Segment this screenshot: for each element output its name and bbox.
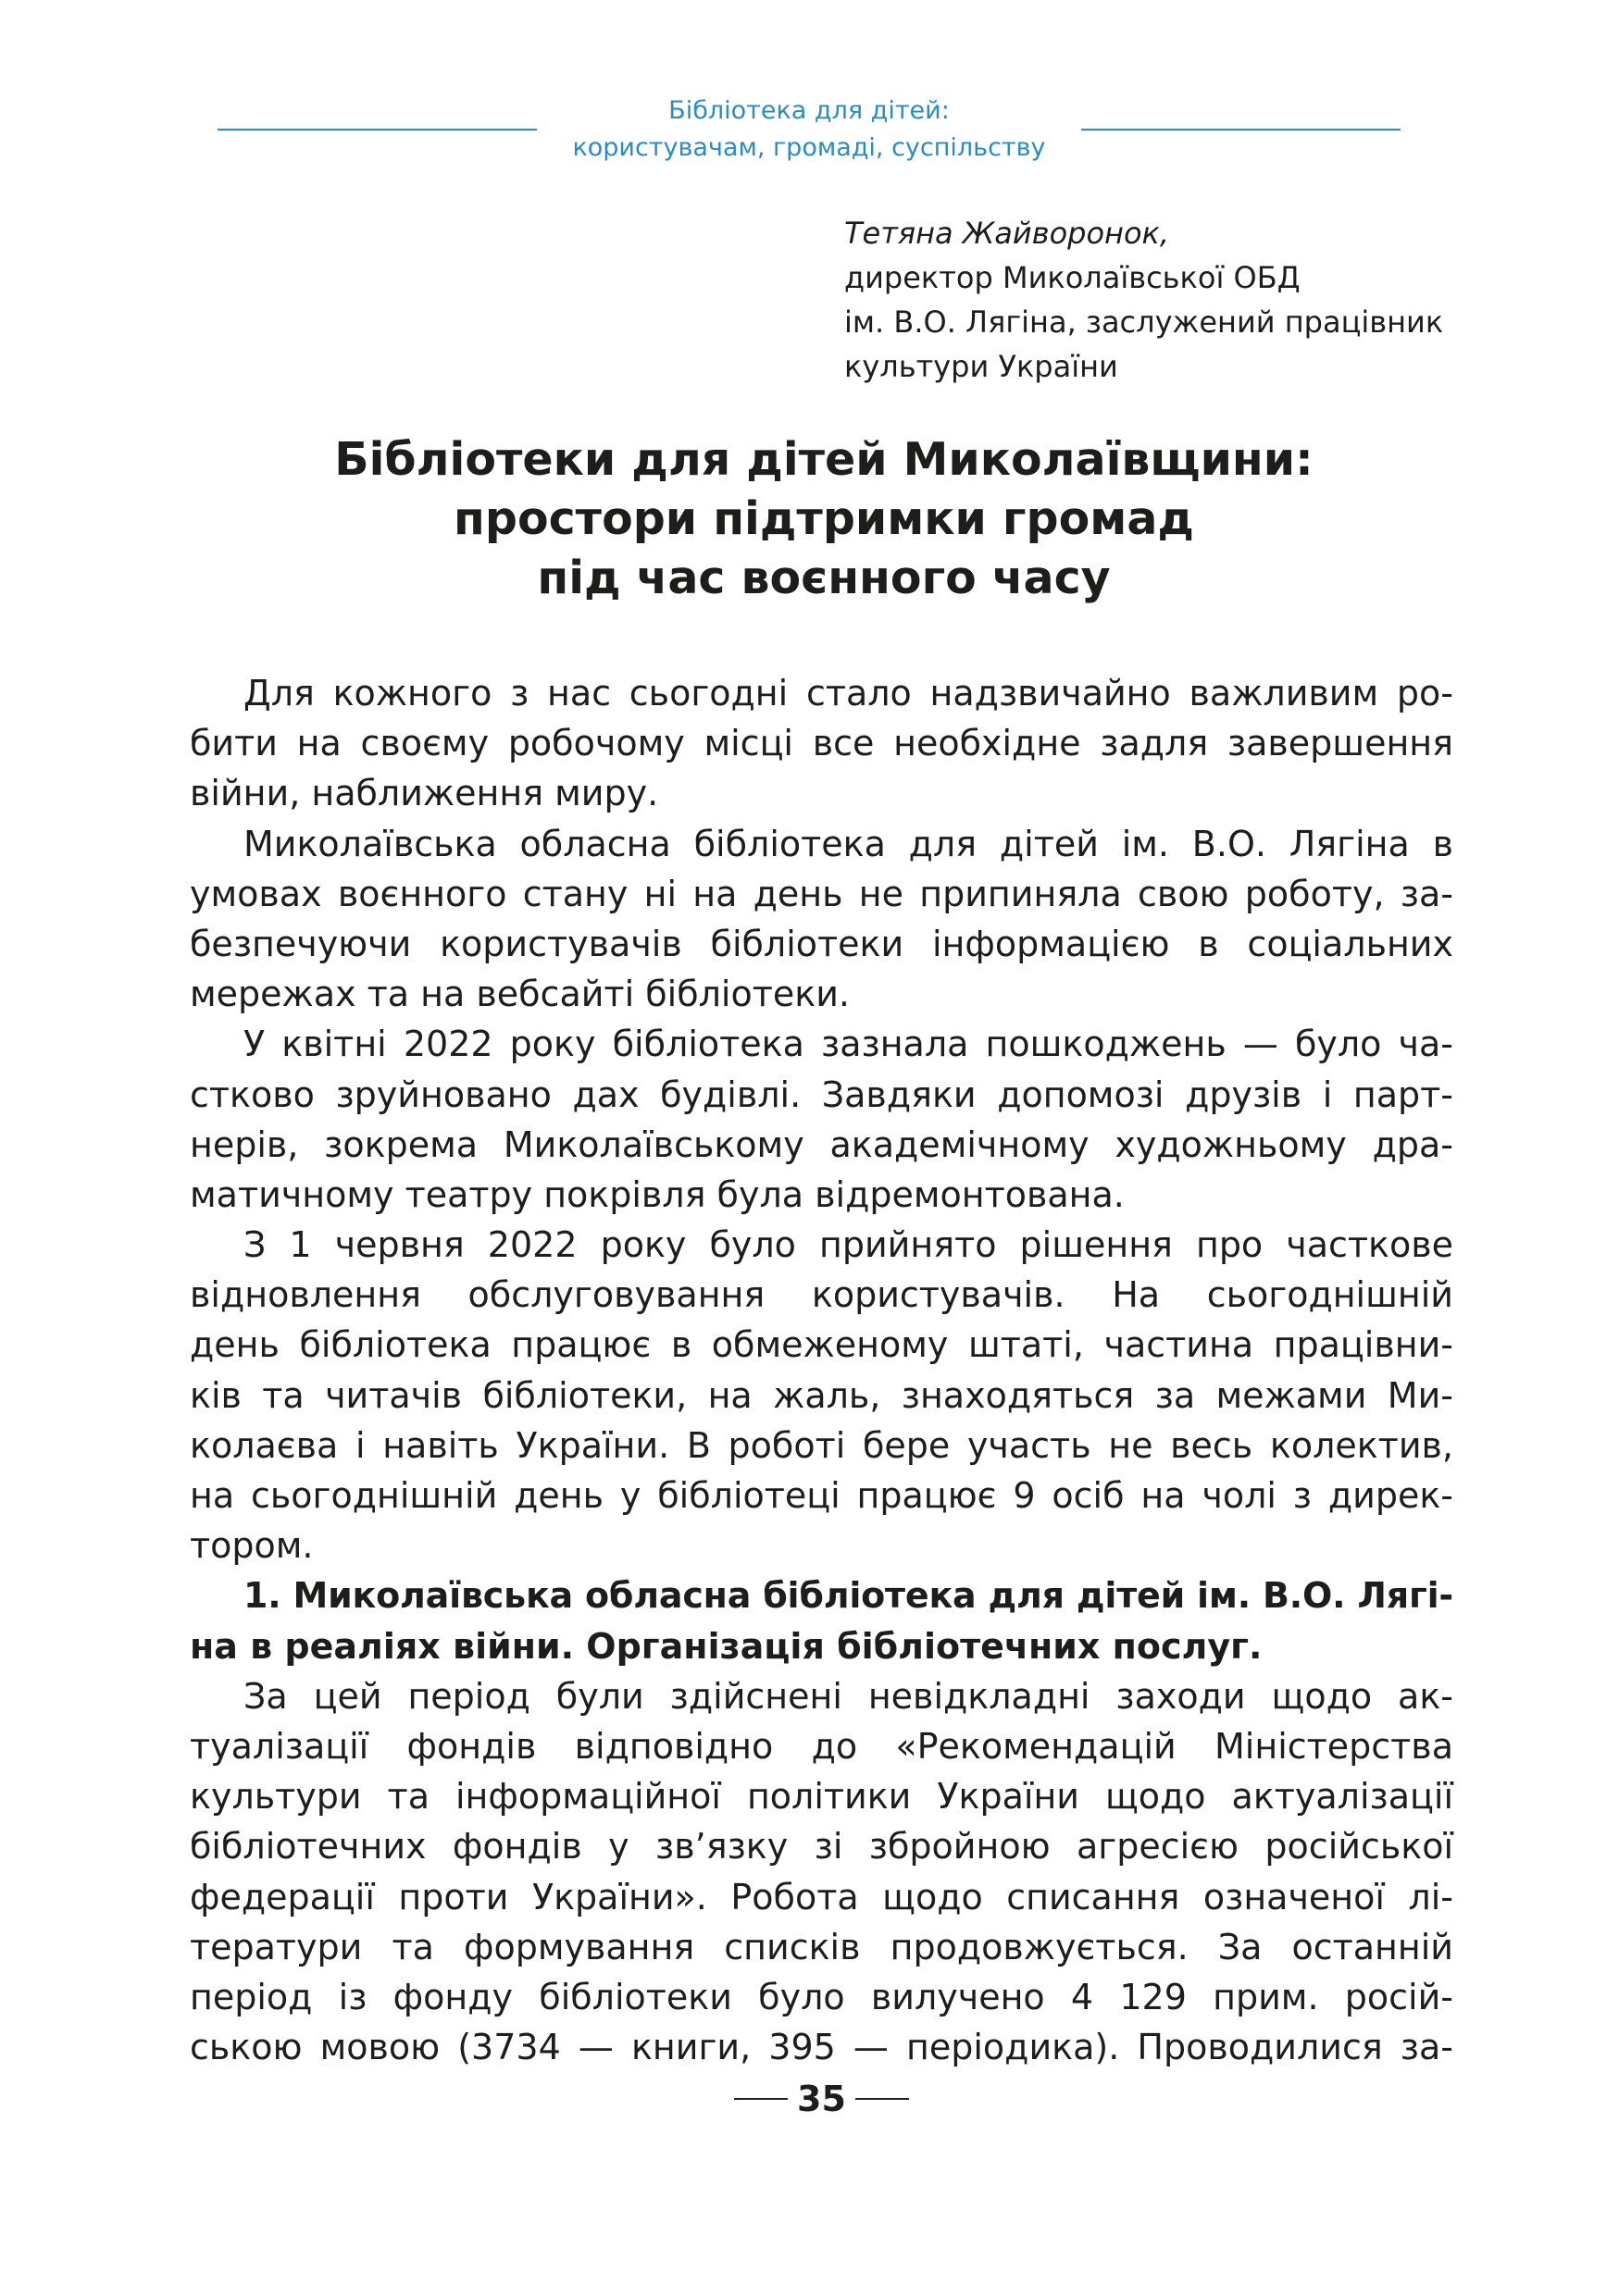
author-name: Тетяна Жайворонок, [844, 216, 1170, 251]
body-line: стково зруйновано дах будівлі. Завдяки допомозі друзів і парт- [190, 1074, 1453, 1115]
article-body [190, 668, 1453, 2072]
body-line: матичному театру покрівля була відремонтована. [190, 1173, 1125, 1215]
body-line: безпечуючи користувачів бібліотеки інформацією в соціальних [190, 923, 1453, 964]
running-header-line-2: користувачам, громаді, суспільству [572, 133, 1046, 162]
body-line: бібліотечних фондів у зв’язку зі збройною агресією російської [190, 1826, 1453, 1868]
body-line: Миколаївська обласна бібліотека для дітей ім. В.О. Лягіна в [243, 823, 1453, 864]
body-line: тератури та формування списків продовжується. За останній [190, 1926, 1453, 1967]
body-line: період із фонду бібліотеки було вилучено 4 129 прим. росій- [190, 1976, 1453, 2017]
running-header-line-1: Бібліотека для дітей: [668, 96, 950, 125]
body-line: мережах та на вебсайті бібліотеки. [190, 974, 850, 1015]
body-line: колаєва і навіть України. В роботі бере участь не весь колектив, [190, 1424, 1453, 1466]
running-header [0, 93, 1619, 176]
section-heading-line: на в реаліях війни. Організація бібліотечних послуг. [190, 1625, 1263, 1667]
page-number: 35 [797, 2079, 846, 2119]
body-line: культури та інформаційної політики України щодо актуалізації [190, 1776, 1453, 1818]
body-line: Для кожного з нас сьогодні стало надзвичайно важливим ро- [243, 673, 1453, 714]
article-title-line-3: під час воєнного часу [537, 552, 1111, 604]
header-rule-left [218, 129, 537, 130]
section-heading-line: 1. Миколаївська обласна бібліотека для дітей ім. В.О. Лягі- [243, 1575, 1453, 1617]
running-header-text [537, 93, 1081, 167]
footer-rule-left [734, 2098, 788, 2100]
body-line: бити на своєму робочому місці все необхідне задля завершення [190, 723, 1453, 764]
footer-rule-right [855, 2098, 909, 2100]
article-title-line-1: Бібліотеки для дітей Миколаївщини: [334, 433, 1314, 486]
header-rule-right [1081, 129, 1401, 130]
body-line: відновлення обслуговування користувачів. На сьогоднішній [190, 1274, 1453, 1316]
author-position-line-2: ім. В.О. Лягіна, заслужений працівник [844, 304, 1444, 340]
author-position-line-3: культури України [844, 349, 1118, 384]
body-line: У квітні 2022 року бібліотека зазнала пошкоджень — було ча- [243, 1024, 1453, 1065]
body-line: ків та читачів бібліотеки, на жаль, знаходяться за межами Ми- [190, 1374, 1453, 1416]
author-block [844, 211, 1492, 389]
body-line: З 1 червня 2022 року було прийнято рішення про часткове [243, 1224, 1453, 1266]
article-title-line-2: простори підтримки громад [454, 492, 1194, 545]
author-position-line-1: директор Миколаївської ОБД [844, 260, 1301, 295]
body-line: на сьогоднішній день у бібліотеці працює 9 осіб на чолі з дирек- [190, 1475, 1453, 1516]
body-line: туалізації фондів відповідно до «Рекомендацій Міністерства [190, 1725, 1453, 1767]
page-footer [0, 2071, 1619, 2127]
body-line: день бібліотека працює в обмеженому штаті, частина працівни- [190, 1324, 1453, 1366]
body-line: За цей період були здійснені невідкладні заходи щодо ак- [243, 1675, 1453, 1717]
body-line: війни, наближення миру. [190, 773, 659, 814]
body-line: ською мовою (3734 — книги, 395 — періодика). Проводилися за- [190, 2027, 1453, 2068]
body-line: умовах воєнного стану ні на день не припиняла свою роботу, за- [190, 873, 1453, 914]
body-line: федерації проти України». Робота щодо списання означеної лі- [190, 1876, 1453, 1917]
article-title [278, 430, 1370, 608]
body-line: тором. [190, 1525, 314, 1567]
body-line: нерів, зокрема Миколаївському академічному художньому дра- [190, 1123, 1453, 1165]
